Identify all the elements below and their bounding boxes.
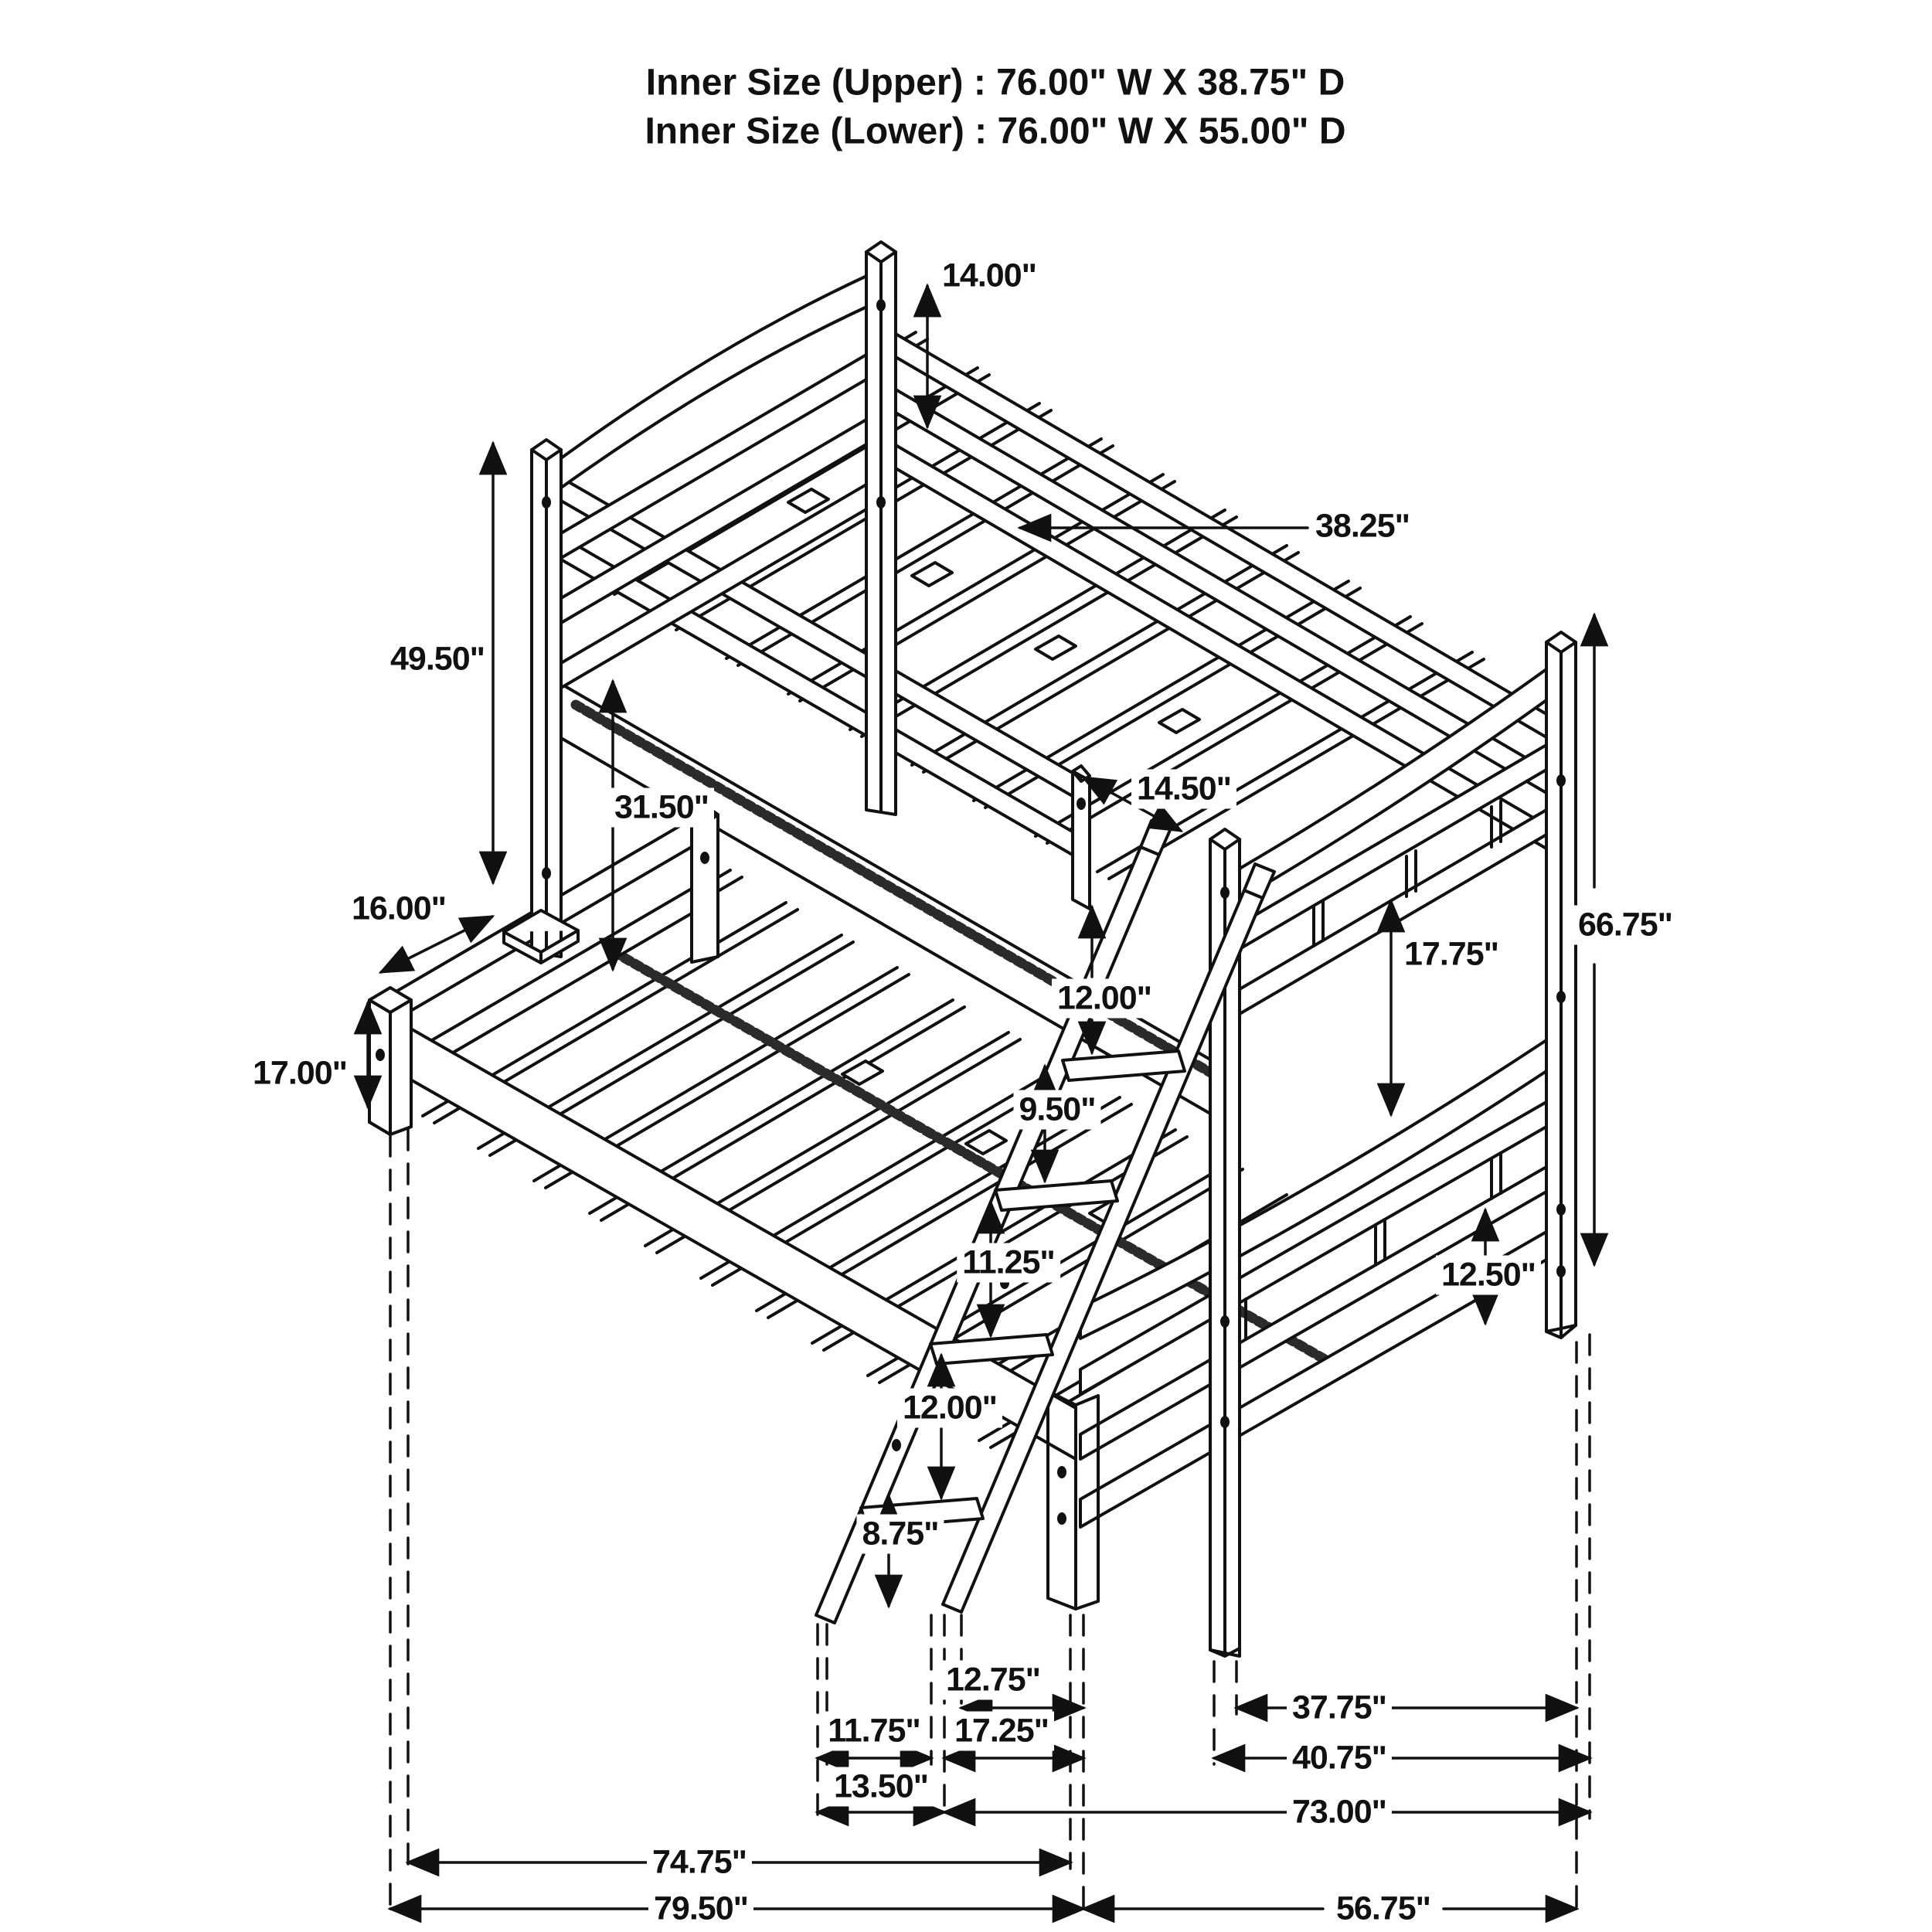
dim-label-17-75: 17.75" xyxy=(1399,935,1504,975)
dim-label-17-25: 17.25" xyxy=(949,1712,1054,1751)
dim-label-37-75: 37.75" xyxy=(1287,1689,1392,1728)
dim-label-38-25: 38.25" xyxy=(1310,507,1415,546)
dim-label-16-00: 16.00" xyxy=(346,889,451,929)
dim-label-73-00: 73.00" xyxy=(1287,1793,1392,1832)
lower-headboard-rear-post xyxy=(692,805,718,962)
post-rear-right xyxy=(1546,632,1576,1338)
title-inner-size-lower: Inner Size (Lower) : 76.00" W X 55.00" D xyxy=(645,111,1346,152)
dim-label-11-25: 11.25" xyxy=(957,1243,1060,1283)
guard-end-stile xyxy=(1073,766,1090,909)
dim-label-66-75: 66.75" xyxy=(1573,906,1678,945)
dim-label-9-50: 9.50" xyxy=(1013,1090,1100,1130)
lower-front-left-leg xyxy=(369,988,411,1134)
dim-label-12-50: 12.50" xyxy=(1436,1256,1541,1295)
dim-label-8-75: 8.75" xyxy=(856,1515,944,1554)
dim-label-74-75: 74.75" xyxy=(647,1843,752,1883)
dim-label-17-00: 17.00" xyxy=(247,1054,352,1094)
dim-label-56-75: 56.75" xyxy=(1331,1889,1436,1929)
dim-label-79-50: 79.50" xyxy=(648,1889,753,1929)
dim-label-14-50: 14.50" xyxy=(1131,770,1236,809)
dim-label-13-50: 13.50" xyxy=(828,1767,934,1807)
dim-label-12-00-lower: 12.00" xyxy=(897,1389,1002,1428)
title-inner-size-upper: Inner Size (Upper) : 76.00" W X 38.75" D xyxy=(645,62,1345,104)
dim-label-12-00-upper: 12.00" xyxy=(1052,979,1157,1019)
dim-label-40-75: 40.75" xyxy=(1287,1739,1392,1778)
dim-label-11-75: 11.75" xyxy=(822,1712,926,1751)
dim-label-49-50: 49.50" xyxy=(385,640,490,679)
post-rear-left xyxy=(866,242,896,815)
dim-label-14-00: 14.00" xyxy=(937,257,1042,296)
dim-label-12-75: 12.75" xyxy=(940,1661,1046,1700)
dim-label-31-50: 31.50" xyxy=(609,788,714,828)
